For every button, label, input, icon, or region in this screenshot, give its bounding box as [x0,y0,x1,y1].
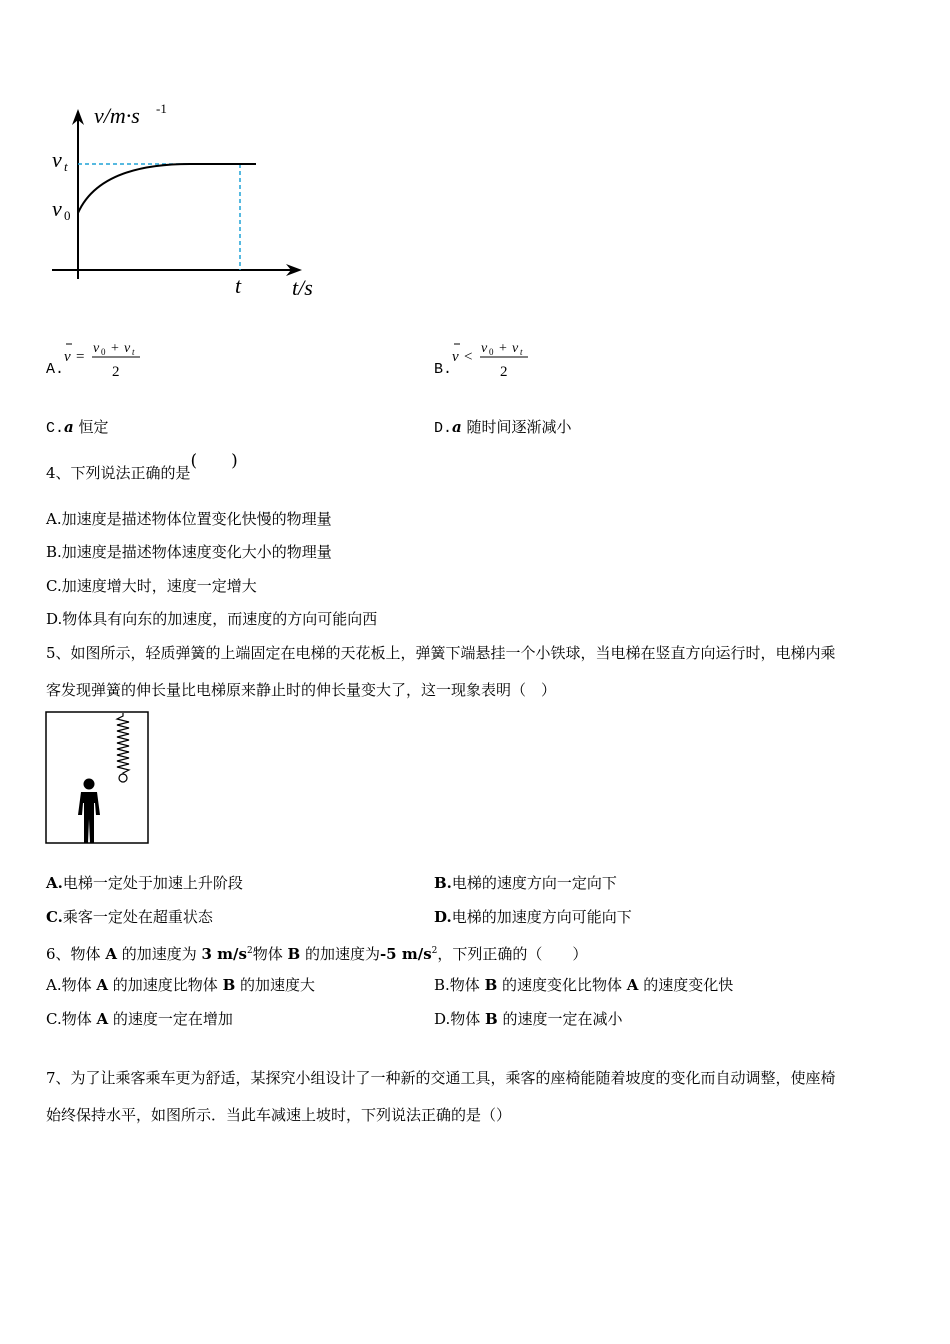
y-axis-exponent: -1 [156,101,167,116]
svg-text:2: 2 [500,364,508,380]
q6-option-d: D.物体 B 的速度一定在减小 [434,1010,623,1028]
q6-option-b: B.物体 B 的速度变化比物体 A 的速度变化快 [434,976,734,994]
equals-sign: = [76,349,85,365]
svg-text:t: t [520,347,523,357]
svg-text:t: t [132,347,135,357]
velocity-time-graph [40,95,330,310]
svg-text:0: 0 [489,347,494,357]
option-a-formula [60,336,150,382]
svg-text:0: 0 [101,347,106,357]
q3-option-c: C.a 恒定 [46,418,109,437]
svg-text:v: v [481,341,488,356]
vbar-symbol: v [64,349,71,365]
option-b-formula [448,336,538,382]
option-a-prefix: A. [46,361,65,378]
t-tick-label: t [235,273,242,298]
q4-stem: 4、下列说法正确的是( ) [46,451,238,482]
q6-stem: 6、物体 A 的加速度为 3 $m/s^2$物体 B 的加速度为-5 $m/s^2$，下列正确的（ ） [46,945,588,963]
vt-label-sub: t [64,159,68,174]
elevator-figure [45,711,150,845]
v0-label: v [52,196,62,221]
svg-text:v: v [452,349,459,365]
q3-option-d: D.a 随时间逐渐减小 [434,418,572,437]
svg-text:v: v [512,341,519,356]
velocity-curve [78,164,256,213]
q5-option-c: C.乘客一定处在超重状态 [46,908,213,926]
iron-ball [119,774,127,782]
q5-option-b: B.电梯的速度方向一定向下 [434,874,617,892]
q5-stem-line1: 5、如图所示，轻质弹簧的上端固定在电梯的天花板上，弹簧下端悬挂一个小铁球，当电梯在竖直方向运行时，电梯内乘 [46,644,836,662]
q4-option-a: A.加速度是描述物体位置变化快慢的物理量 [46,510,332,528]
svg-text:v: v [93,341,100,356]
less-than-sign: < [464,349,473,365]
svg-text:+: + [111,341,119,356]
svg-text:+: + [499,341,507,356]
x-axis-label: t/s [292,275,313,300]
v0-label-sub: 0 [64,208,71,223]
q5-option-a: A.电梯一定处于加速上升阶段 [46,874,243,892]
option-b-prefix: B. [434,361,453,378]
svg-text:v: v [124,341,131,356]
answer-paren: ( ) [190,451,238,471]
q7-stem-line2: 始终保持水平，如图所示．当此车减速上坡时，下列说法正确的是（） [46,1106,512,1124]
y-axis-label: v/m·s [94,103,140,128]
q5-stem-line2: 客发现弹簧的伸长量比电梯原来静止时的伸长量变大了，这一现象表明（ ） [46,681,557,699]
q6-option-c: C.物体 A 的速度一定在增加 [46,1010,233,1028]
q6-option-a: A.物体 A 的加速度比物体 B 的加速度大 [46,976,316,994]
q4-option-c: C.加速度增大时，速度一定增大 [46,577,257,595]
vt-label: v [52,147,62,172]
q7-stem-line1: 7、为了让乘客乘车更为舒适，某探究小组设计了一种新的交通工具，乘客的座椅能随着坡度的变化而自动调整，使座椅 [46,1069,836,1087]
q4-option-b: B.加速度是描述物体速度变化大小的物理量 [46,543,332,561]
svg-text:2: 2 [112,364,120,380]
q5-option-d: D.电梯的加速度方向可能向下 [434,908,632,926]
q4-option-d: D.物体具有向东的加速度，而速度的方向可能向西 [46,610,378,628]
